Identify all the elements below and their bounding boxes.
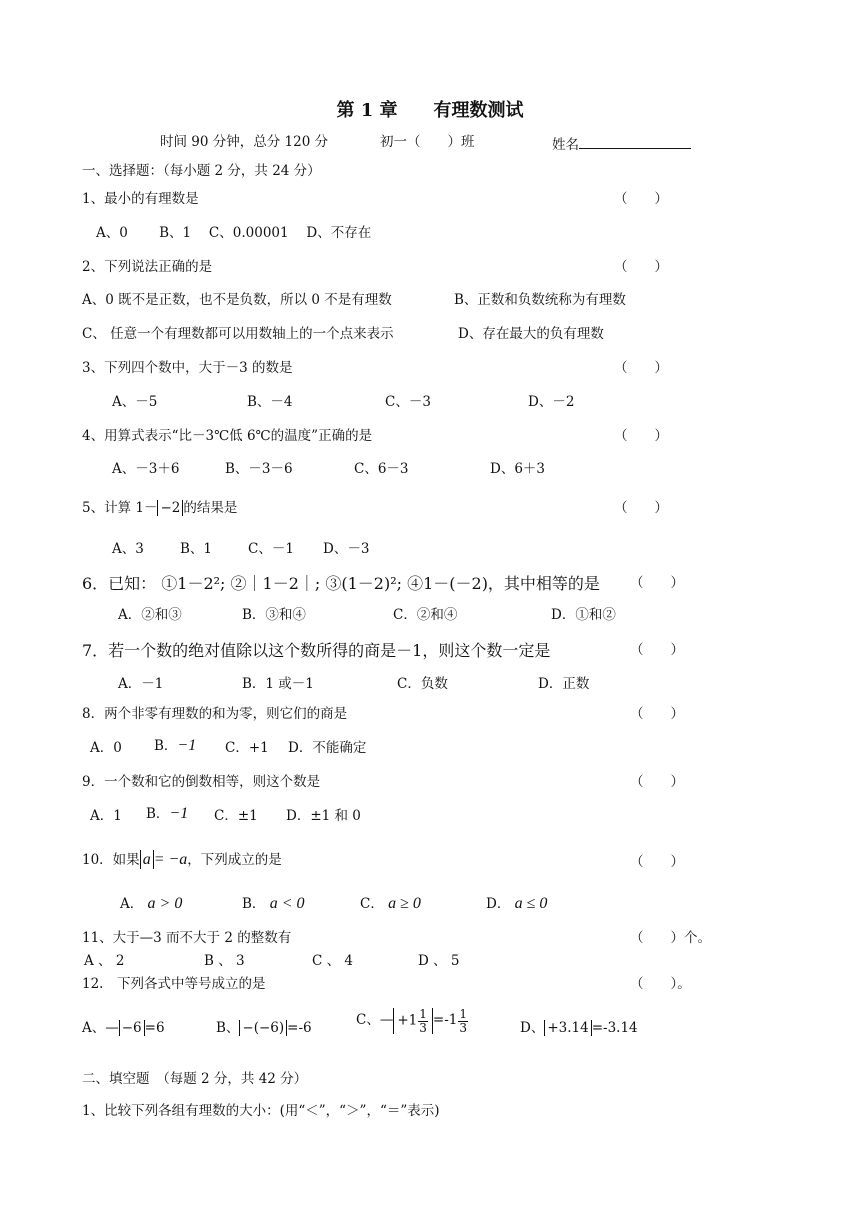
time-score-info: 时间 90 分钟，总分 120 分	[160, 134, 329, 150]
option-12a	[82, 1020, 165, 1036]
option-7d: D．正数	[538, 676, 590, 692]
option-9b-label: B．	[146, 806, 170, 822]
fraction-numerator: 1	[459, 1007, 467, 1021]
q10-prefix: 10．如果	[82, 852, 140, 868]
section-fill-heading: 二、填空题 （每题 2 分，共 42 分）	[82, 1071, 308, 1087]
section-choice-heading: 一、选择题：（每小题 2 分，共 24 分）	[82, 163, 321, 179]
option-5a: A、3	[112, 541, 144, 557]
answer-blank-10[interactable]: （ ）	[630, 854, 684, 870]
option-12c-result-fraction	[458, 1008, 468, 1034]
option-11d: D 、 5	[418, 953, 460, 969]
option-10d	[486, 896, 547, 912]
options-1: A、0 B、1 C、0.00001 D、不存在	[96, 225, 372, 241]
answer-blank-11[interactable]: （ ）个。	[630, 930, 711, 946]
option-3a: A、－5	[112, 394, 158, 410]
option-12c-abs	[393, 1008, 433, 1034]
option-8b-label: B．	[154, 738, 178, 754]
option-9d: D．±1 和 0	[286, 808, 361, 824]
option-4a: A、－3＋6	[112, 461, 180, 477]
option-3d: D、－2	[528, 394, 575, 410]
name-blank[interactable]	[579, 136, 691, 149]
answer-blank-1[interactable]: （ ）	[614, 191, 668, 207]
option-2a: A、0 既不是正数，也不是负数，所以 0 不是有理数	[82, 292, 392, 308]
option-9b-value: −1	[169, 805, 189, 822]
option-4c: C、6－3	[354, 461, 409, 477]
option-9a: A．1	[90, 808, 122, 824]
option-12b	[216, 1020, 312, 1036]
option-10b-value: a < 0	[269, 895, 305, 912]
fraction-denominator: 3	[459, 1020, 467, 1035]
question-7: 7．若一个数的绝对值除以这个数所得的商是－1，则这个数一定是	[82, 641, 551, 660]
option-7b: B．1 或－1	[242, 676, 314, 692]
option-6c: C．②和④	[393, 607, 458, 623]
option-8d: D．不能确定	[288, 740, 367, 756]
option-3c: C、－3	[385, 394, 431, 410]
question-6: 6．已知： ①1－2²; ②｜1－2｜; ③(1－2)²; ④1－(－2)，其中相等的是	[82, 574, 600, 593]
option-2c: C、 任意一个有理数都可以用数轴上的一个点来表示	[82, 326, 394, 342]
q10-expression	[140, 851, 188, 868]
option-12d-result: =-3.14	[591, 1020, 638, 1036]
page-title: 第 1 章 有理数测试	[336, 100, 524, 121]
answer-blank-12[interactable]: （ ）。	[630, 976, 691, 992]
option-12d-abs: +3.14	[544, 1020, 591, 1036]
fraction-numerator: 1	[419, 1007, 427, 1021]
option-11b: B 、 3	[204, 953, 245, 969]
option-12d	[520, 1020, 638, 1036]
option-10d-value: a ≤ 0	[514, 895, 548, 912]
option-10b	[242, 896, 305, 912]
question-10	[82, 850, 282, 869]
option-12a-result: =6	[144, 1020, 165, 1036]
q5-prefix: 5、计算 1－	[82, 500, 158, 516]
option-2d: D、存在最大的负有理数	[458, 326, 604, 342]
option-11a: A 、 2	[84, 953, 125, 969]
question-3: 3、下列四个数中，大于－3 的数是	[82, 360, 293, 376]
answer-blank-8[interactable]: （ ）	[630, 706, 684, 722]
q5-suffix: 的结果是	[183, 500, 238, 516]
question-8: 8．两个非零有理数的和为零，则它们的商是	[82, 706, 348, 722]
option-12c-result-int: =-1	[432, 1012, 458, 1029]
question-5	[82, 500, 237, 516]
option-10c-value: a ≥ 0	[388, 895, 421, 912]
answer-blank-4[interactable]: （ ）	[614, 428, 668, 444]
q10-absolute-a: a	[140, 850, 154, 869]
question-12: 12. 下列各式中等号成立的是	[82, 976, 266, 992]
option-12b-result: =-6	[287, 1020, 312, 1036]
option-10c	[360, 896, 421, 912]
answer-blank-9[interactable]: （ ）	[630, 774, 684, 790]
option-11c: C 、 4	[312, 953, 354, 969]
question-4: 4、用算式表示“比－3℃低 6℃的温度”正确的是	[82, 428, 373, 444]
answer-blank-5[interactable]: （ ）	[614, 500, 668, 516]
option-10a-value: a > 0	[147, 895, 183, 912]
option-8a: A．0	[90, 740, 122, 756]
option-10b-label: B．	[242, 896, 266, 912]
question-2: 2、下列说法正确的是	[82, 259, 213, 275]
q10-suffix: ，下列成立的是	[187, 852, 282, 868]
option-8b	[154, 738, 196, 754]
option-10c-label: C．	[360, 896, 384, 912]
option-12c-prefix: C、—	[356, 1012, 394, 1029]
answer-blank-2[interactable]: （ ）	[614, 259, 668, 275]
option-2b: B、正数和负数统称为有理数	[454, 292, 626, 308]
option-9c: C．±1	[214, 808, 258, 824]
answer-blank-7[interactable]: （ ）	[630, 642, 684, 658]
option-7c: C．负数	[397, 676, 448, 692]
option-12b-abs: −(−6)	[239, 1020, 287, 1036]
q10-expression-rest: = −a	[153, 851, 188, 868]
option-10a-label: A．	[120, 896, 144, 912]
option-12a-abs: −6	[119, 1020, 145, 1036]
option-12c-abs-int: +1	[397, 1012, 418, 1029]
answer-blank-3[interactable]: （ ）	[614, 360, 668, 376]
question-9: 9．一个数和它的倒数相等，则这个数是	[82, 774, 321, 790]
option-6b: B．③和④	[242, 607, 306, 623]
question-1: 1、最小的有理数是	[82, 191, 199, 207]
option-10d-label: D．	[486, 896, 511, 912]
option-5c: C、－1	[248, 541, 294, 557]
option-12a-prefix: A、—	[82, 1020, 119, 1036]
option-12c-abs-fraction	[418, 1008, 428, 1034]
option-6d: D．①和②	[551, 607, 616, 623]
option-3b: B、－4	[247, 394, 293, 410]
name-label: 姓名	[552, 137, 579, 153]
class-info: 初一（ ）班	[380, 134, 475, 150]
q5-absolute-value: −2	[157, 500, 183, 516]
question-11: 11、大于—3 而不大于 2 的整数有	[82, 930, 292, 946]
option-5d: D、－3	[323, 541, 370, 557]
name-field	[552, 136, 691, 153]
option-12c	[356, 1008, 469, 1034]
option-8c: C．+1	[225, 740, 269, 756]
option-7a: A．－1	[118, 676, 164, 692]
option-4d: D、6＋3	[490, 461, 546, 477]
fraction-denominator: 3	[419, 1020, 427, 1035]
option-8b-value: −1	[177, 737, 197, 754]
option-5b: B、1	[180, 541, 213, 557]
option-12d-prefix: D、	[520, 1020, 545, 1036]
option-6a: A．②和③	[118, 607, 182, 623]
option-9b	[146, 806, 188, 822]
fill-question-1: 1、比较下列各组有理数的大小：(用“＜”，“＞”，“＝”表示)	[82, 1103, 440, 1119]
option-12b-prefix: B、	[216, 1020, 240, 1036]
option-10a	[120, 896, 182, 912]
option-4b: B、－3－6	[225, 461, 293, 477]
answer-blank-6[interactable]: （ ）	[630, 575, 684, 591]
